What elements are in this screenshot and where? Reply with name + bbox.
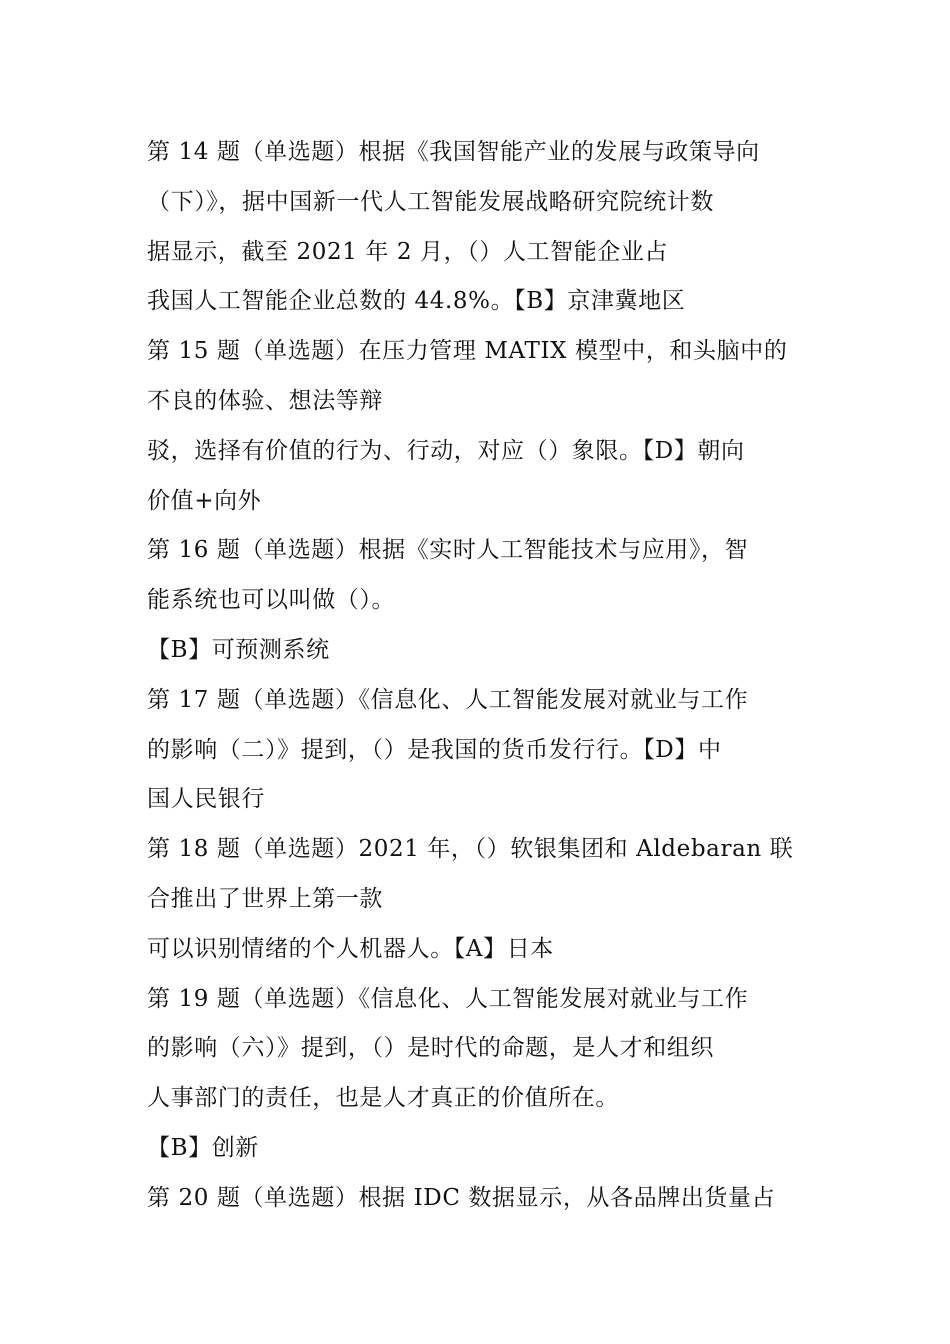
document-body [147,128,807,1224]
text-line: 第 15 题（单选题）在压力管理 MATIX 模型中，和头脑中的 [147,338,788,365]
text-line: 不良的体验、想法等辩 [147,387,383,414]
text-line: 第 16 题（单选题）根据《实时人工智能技术与应用》，智 [147,537,749,564]
text-line: 人事部门的责任，也是人才真正的价值所在。 [147,1085,619,1112]
text-line: （下）》，据中国新一代人工智能发展战略研究院统计数 [147,188,714,215]
text-line: 第 17 题（单选题）《信息化、人工智能发展对就业与工作 [147,686,749,713]
text-line: 【B】创新 [147,1134,259,1161]
text-line: 【B】可预测系统 [147,636,330,663]
text-line: 合推出了世界上第一款 [147,885,383,912]
text-line: 据显示，截至 2021 年 2 月，（）人工智能企业占 [147,238,669,265]
text-line: 国人民银行 [147,786,265,813]
text-line: 我国人工智能企业总数的 44.8%。【B】京津冀地区 [147,288,686,315]
text-line: 第 14 题（单选题）根据《我国智能产业的发展与政策导向 [147,139,760,165]
text-line: 可以识别情绪的个人机器人。【A】日本 [147,935,554,962]
text-line: 第 18 题（单选题）2021 年，（）软银集团和 Aldebaran 联 [147,836,794,863]
text-line: 第 20 题（单选题）根据 IDC 数据显示，从各品牌出货量占 [147,1184,776,1211]
text-line: 的影响（六）》提到，（）是时代的命题，是人才和组织 [147,1035,714,1062]
text-line: 驳，选择有价值的行为、行动，对应（）象限。【D】朝向 [147,437,745,464]
text-line: 第 19 题（单选题）《信息化、人工智能发展对就业与工作 [147,985,749,1012]
text-line: 能系统也可以叫做（）。 [147,587,396,614]
text-line: 的影响（二）》提到，（）是我国的货币发行行。【D】中 [147,736,722,763]
text-line: 价值+向外 [147,487,262,514]
